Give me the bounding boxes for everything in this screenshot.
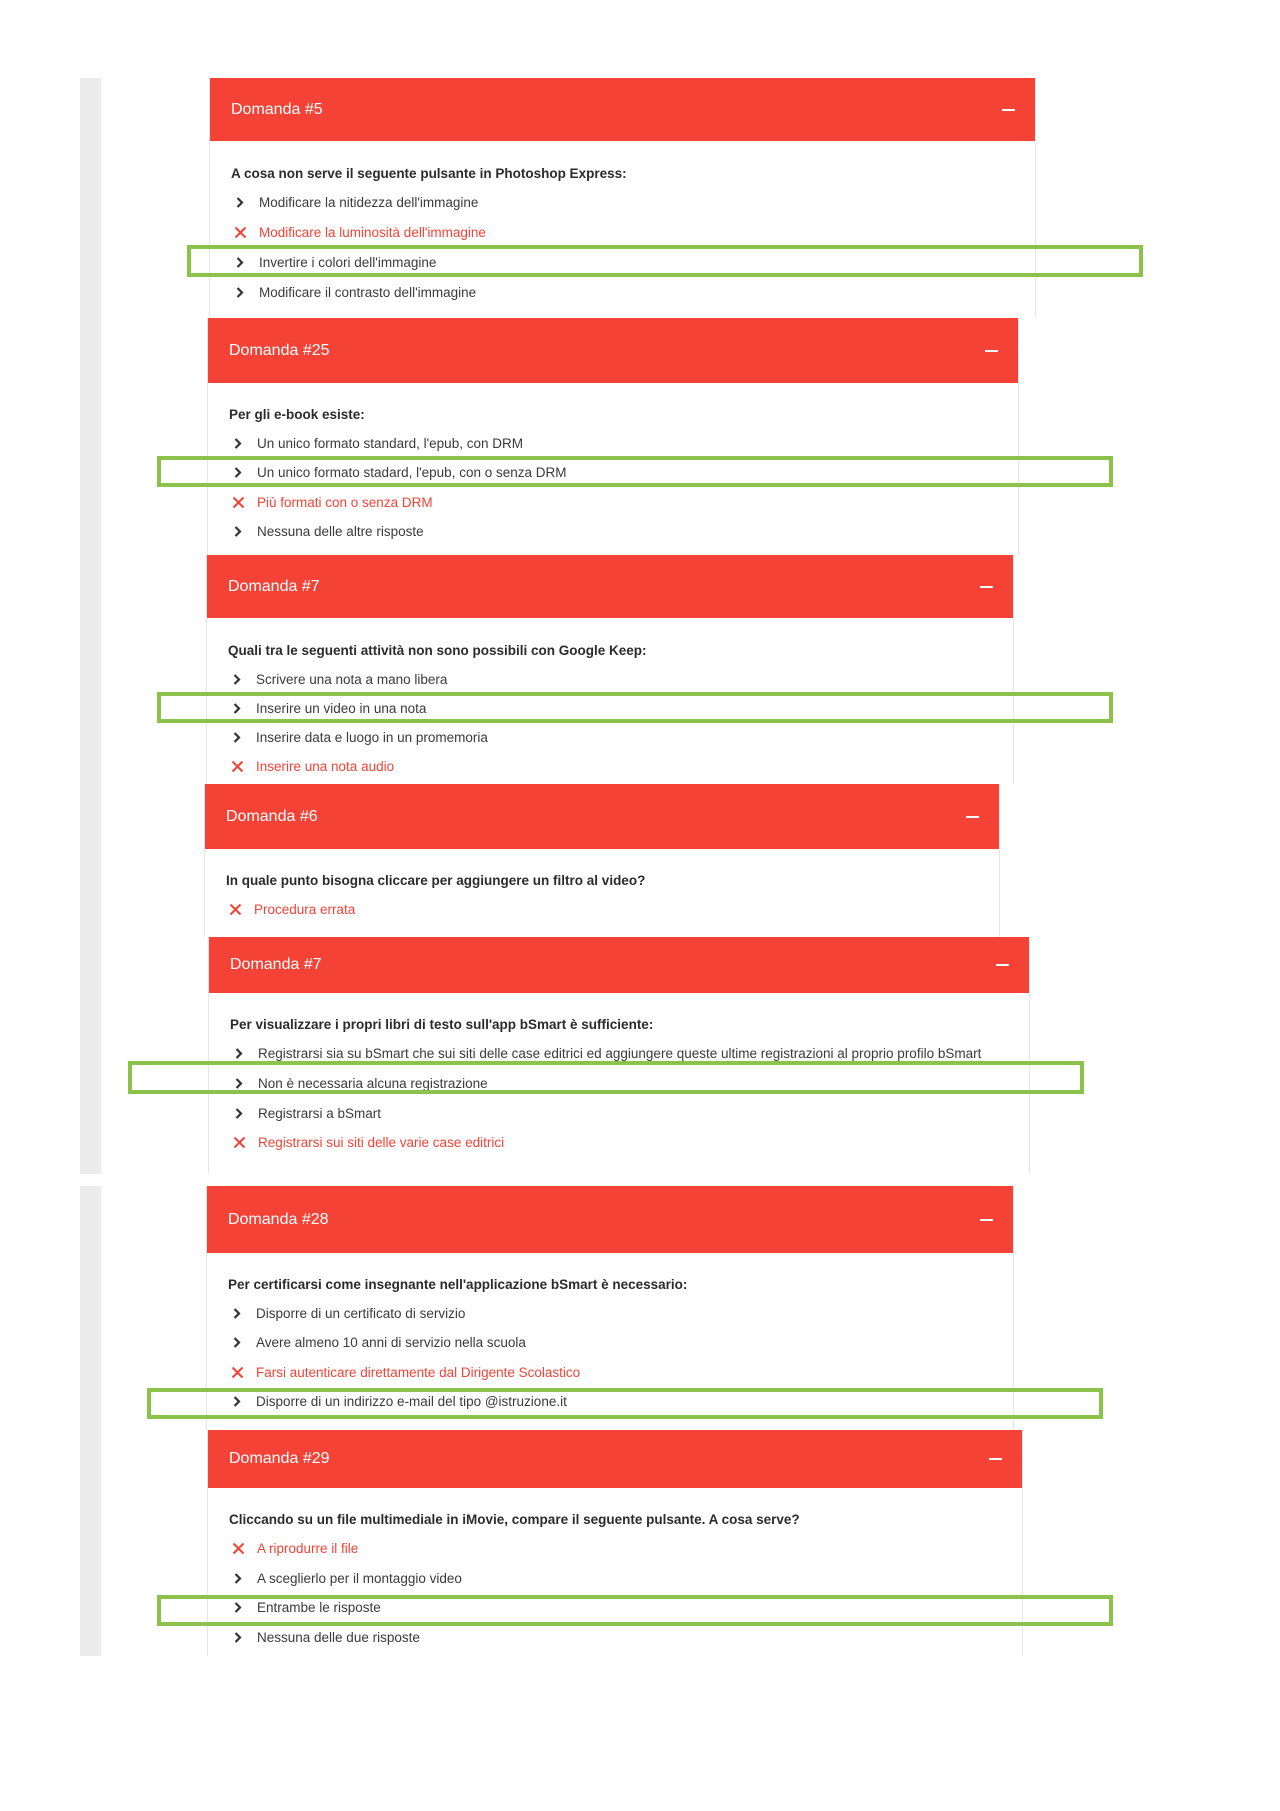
card-header[interactable] <box>208 318 1018 383</box>
answer-option[interactable] <box>230 672 447 687</box>
chevron-right-icon <box>230 1308 244 1319</box>
question-text: Cliccando su un file multimediale in iMovie, compare il seguente pulsante. A cosa serve? <box>229 1512 800 1527</box>
card-title: Domanda #6 <box>226 807 318 825</box>
answer-option[interactable] <box>231 1541 358 1556</box>
answer-highlight <box>157 692 1113 723</box>
answer-text: Registrarsi sia su bSmart che sui siti delle case editrici ed aggiungere queste ultime registrazioni al proprio profilo bSmart <box>258 1046 982 1061</box>
question-text: Per certificarsi come insegnante nell'applicazione bSmart è necessario: <box>228 1277 688 1292</box>
card-title: Domanda #25 <box>229 341 330 359</box>
answer-text: Inserire una nota audio <box>256 759 395 774</box>
chevron-right-icon <box>231 1573 245 1584</box>
card-header[interactable] <box>207 1186 1013 1253</box>
chevron-right-icon <box>233 197 247 208</box>
answer-option[interactable] <box>232 1106 381 1121</box>
close-icon <box>228 903 242 916</box>
card-header[interactable] <box>207 555 1013 618</box>
answer-option[interactable] <box>232 1135 504 1150</box>
answer-option[interactable] <box>231 495 433 510</box>
card-title: Domanda #5 <box>231 100 323 118</box>
answer-text: Più formati con o senza DRM <box>257 495 433 510</box>
question-card <box>208 937 1030 1174</box>
answer-text: A riprodurre il file <box>257 1541 359 1556</box>
answer-highlight <box>128 1061 1084 1094</box>
question-text: Quali tra le seguenti attività non sono possibili con Google Keep: <box>228 643 647 658</box>
answer-highlight <box>157 1595 1113 1626</box>
chevron-right-icon <box>231 526 245 537</box>
chevron-right-icon <box>231 438 245 449</box>
collapse-icon[interactable] <box>989 1458 1002 1460</box>
answer-highlight <box>187 245 1143 277</box>
collapse-icon[interactable] <box>996 964 1009 966</box>
card-title: Domanda #7 <box>228 577 320 595</box>
answer-text: Inserire data e luogo in un promemoria <box>256 730 488 745</box>
answer-text: Disporre di un indirizzo e-mail del tipo @istruzione.it <box>256 1394 567 1409</box>
answer-text: Entrambe le risposte <box>257 1600 381 1615</box>
question-text: A cosa non serve il seguente pulsante in Photoshop Express: <box>231 166 627 181</box>
close-icon <box>230 760 244 773</box>
left-gutter <box>80 1186 101 1656</box>
answer-text: Non è necessaria alcuna registrazione <box>258 1076 488 1091</box>
answer-text: Disporre di un certificato di servizio <box>256 1306 466 1321</box>
question-text: Per gli e-book esiste: <box>229 407 365 422</box>
question-card <box>207 318 1019 555</box>
chevron-right-icon <box>232 1048 246 1059</box>
answer-text: Modificare la luminosità dell'immagine <box>259 225 486 240</box>
answer-text: Un unico formato standard, l'epub, con DRM <box>257 436 523 451</box>
question-card <box>206 555 1014 784</box>
question-text: In quale punto bisogna cliccare per aggiungere un filtro al video? <box>226 873 646 888</box>
answer-text: Inserire un video in una nota <box>256 701 427 716</box>
answer-option[interactable] <box>231 436 523 451</box>
card-header[interactable] <box>208 1430 1022 1488</box>
close-icon <box>230 1366 244 1379</box>
question-card <box>209 78 1036 318</box>
answer-option[interactable] <box>230 730 488 745</box>
question-card <box>204 784 1000 937</box>
answer-text: Modificare il contrasto dell'immagine <box>259 285 477 300</box>
answer-text: Registrarsi sui siti delle varie case editrici <box>258 1135 505 1150</box>
card-title: Domanda #28 <box>228 1210 329 1228</box>
answer-text: Avere almeno 10 anni di servizio nella scuola <box>256 1335 526 1350</box>
answer-option[interactable] <box>228 902 355 917</box>
chevron-right-icon <box>233 287 247 298</box>
answer-text: Un unico formato stadard, l'epub, con o senza DRM <box>257 465 567 480</box>
answer-text: Scrivere una nota a mano libera <box>256 672 448 687</box>
answer-text: Registrarsi a bSmart <box>258 1106 382 1121</box>
collapse-icon[interactable] <box>966 816 979 818</box>
collapse-icon[interactable] <box>980 586 993 588</box>
answer-text: A sceglierlo per il montaggio video <box>257 1571 462 1586</box>
card-title: Domanda #7 <box>230 956 322 973</box>
answer-text: Farsi autenticare direttamente dal Dirigente Scolastico <box>256 1365 581 1380</box>
answer-option[interactable] <box>230 1306 465 1321</box>
answer-text: Invertire i colori dell'immagine <box>259 255 437 270</box>
answer-option[interactable] <box>232 1046 981 1061</box>
close-icon <box>231 1542 245 1555</box>
answer-option[interactable] <box>233 195 478 210</box>
card-title: Domanda #29 <box>229 1450 330 1467</box>
chevron-right-icon <box>231 1632 245 1643</box>
answer-highlight <box>157 456 1113 487</box>
answer-option[interactable] <box>231 524 424 539</box>
answer-option[interactable] <box>230 759 394 774</box>
card-header[interactable] <box>210 78 1035 141</box>
answer-highlight <box>147 1388 1103 1419</box>
answer-text: Procedura errata <box>254 902 356 917</box>
answer-option[interactable] <box>230 1365 580 1380</box>
chevron-right-icon <box>230 732 244 743</box>
answer-text: Nessuna delle due risposte <box>257 1630 420 1645</box>
close-icon <box>233 226 247 239</box>
collapse-icon[interactable] <box>980 1219 993 1221</box>
question-text: Per visualizzare i propri libri di testo sull'app bSmart è sufficiente: <box>230 1017 654 1032</box>
answer-option[interactable] <box>233 225 486 240</box>
left-gutter <box>80 78 101 1174</box>
card-header[interactable] <box>205 784 999 849</box>
chevron-right-icon <box>230 674 244 685</box>
answer-text: Modificare la nitidezza dell'immagine <box>259 195 479 210</box>
close-icon <box>232 1136 246 1149</box>
chevron-right-icon <box>232 1108 246 1119</box>
collapse-icon[interactable] <box>985 350 998 352</box>
answer-option[interactable] <box>231 1571 462 1586</box>
card-header[interactable] <box>209 937 1029 993</box>
collapse-icon[interactable] <box>1002 109 1015 111</box>
answer-option[interactable] <box>231 1630 420 1645</box>
chevron-right-icon <box>230 1337 244 1348</box>
answer-option[interactable] <box>233 285 476 300</box>
answer-text: Nessuna delle altre risposte <box>257 524 424 539</box>
answer-option[interactable] <box>230 1335 526 1350</box>
close-icon <box>231 496 245 509</box>
